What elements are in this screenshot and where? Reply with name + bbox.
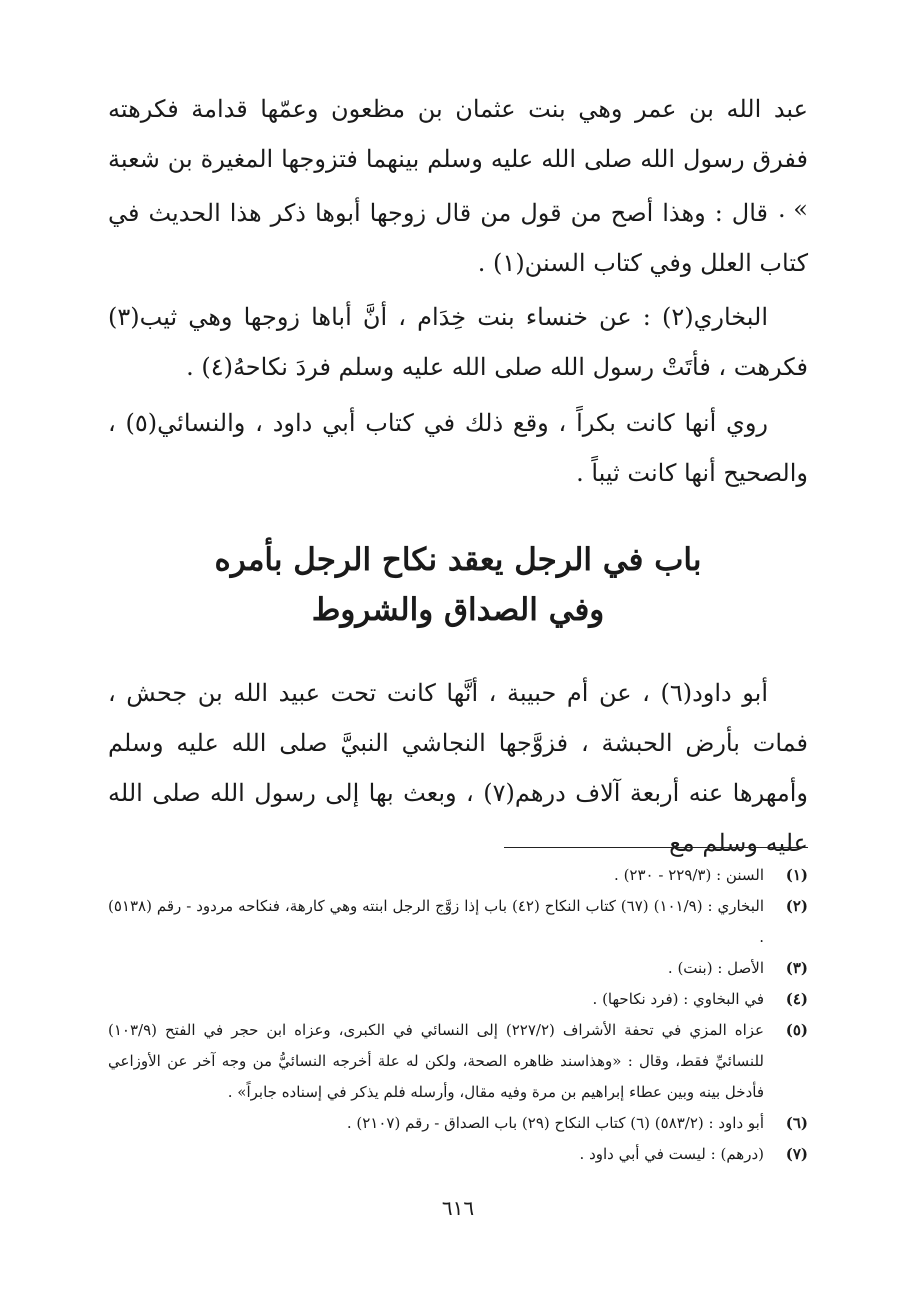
body-text-block <box>108 668 808 868</box>
footnote-text: أبو داود : (٥٨٣/٢) (٦) كتاب النكاح (٢٩) باب الصداق - رقم (٢١٠٧) . <box>346 1114 764 1132</box>
chapter-heading-line: وفي الصداق والشروط <box>311 592 605 628</box>
footnote-number: (٦) <box>785 1114 808 1132</box>
body-text-block <box>108 398 808 498</box>
footnote-number: (٣) <box>785 959 808 977</box>
paragraph: قال : وهذا أصح من قول من قال زوجها أبوها ذكر هذا الحديث في كتاب العلل وفي كتاب السنن(١) . <box>108 199 808 277</box>
footnote-text: في البخاوي : (فرد نكاحها) . <box>592 990 764 1008</box>
footnote <box>108 1108 808 1139</box>
footnote-text: السنن : (٢٢٩/٣ - ٢٣٠) . <box>614 866 764 884</box>
footnote-text: (درهم) : ليست في أبي داود . <box>579 1145 764 1163</box>
footnote-number: (٢) <box>785 897 808 915</box>
footnote-separator <box>504 847 808 848</box>
footnote-number: (٥) <box>785 1021 808 1039</box>
footnote-text: الأصل : (بنت) . <box>667 959 764 977</box>
footnote-number: (٧) <box>785 1145 808 1163</box>
body-text-block <box>108 292 808 392</box>
footnote <box>108 860 808 891</box>
chapter-heading <box>108 535 808 635</box>
footnote <box>108 1015 808 1108</box>
body-text-block <box>108 188 808 288</box>
paragraph: البخاري(٢) : عن خنساء بنت خِدَام ، أنَّ أباها زوجها وهي ثيب(٣) فكرهت ، فأتَتْ رسول الله صلى الله عليه وسلم فردَ نكاحهُ(٤) . <box>108 303 808 381</box>
footnote-number: (١) <box>785 866 808 884</box>
paragraph: أبو داود(٦) ، عن أم حبيبة ، أنَّها كانت تحت عبيد الله بن جحش ، فمات بأرض الحبشة ، فزوَّجها النجاشي النبيَّ صلى الله عليه وسلم وأمهرها عنه أربعة آلاف درهم(٧) ، وبعث بها إلى رسول الله صلى الله عليه وسلم مع <box>108 679 808 857</box>
paragraph: روي أنها كانت بكراً ، وقع ذلك في كتاب أبي داود ، والنسائي(٥) ، والصحيح أنها كانت ثيباً . <box>108 409 808 487</box>
footnotes <box>108 860 808 1170</box>
footnote-text: عزاه المزي في تحفة الأشراف (٢٢٧/٢) إلى النسائي في الكبرى، وعزاه ابن حجر في الفتح (١٠٣/٩) للنسائيِّ فقط، وقال : «وهذاسند ظاهره الصحة، ولكن له علة أخرجه النسائيُّ من وجه آخر عن الأوزاعي فأدخل بينه وبين عطاء إبراهيم بن مرة وفيه مقال، وأرسله فلم يذكر في إسناده جابراً» . <box>108 1021 764 1101</box>
page-number: ٦١٦ <box>441 1196 475 1220</box>
footnote <box>108 953 808 984</box>
footnote-number: (٤) <box>785 990 808 1008</box>
chapter-heading-line: باب في الرجل يعقد نكاح الرجل بأمره <box>214 542 702 578</box>
footnote <box>108 984 808 1015</box>
footnote <box>108 1139 808 1170</box>
paragraph: عبد الله بن عمر وهي بنت عثمان بن مظعون وعمّها قدامة فكرهته ففرق رسول الله صلى الله عليه وسلم بينهما فتزوجها المغيرة بن شعبة » . <box>108 95 808 223</box>
footnote <box>108 891 808 953</box>
footnote-text: البخاري : (١٠١/٩) (٦٧) كتاب النكاح (٤٢) باب إذا زوَّج الرجل ابنته وهي كارهة، فنكاحه مردود - رقم (٥١٣٨) . <box>108 897 765 946</box>
